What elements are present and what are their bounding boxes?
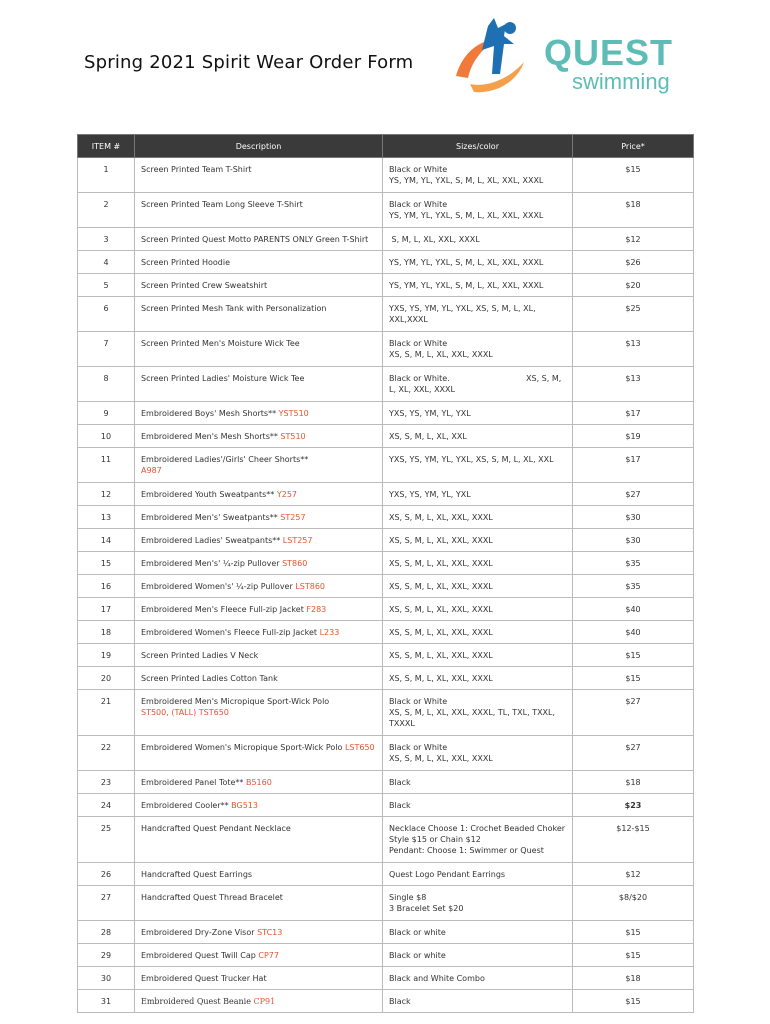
item-sizes: Black or White XS, S, M, L, XL, XXL, XXXL bbox=[383, 332, 573, 367]
item-sizes: Black or white bbox=[383, 944, 573, 967]
item-price: $12-$15 bbox=[573, 817, 694, 863]
item-price: $13 bbox=[573, 367, 694, 402]
item-description-cell bbox=[135, 425, 383, 448]
item-description: Screen Printed Ladies Cotton Tank bbox=[141, 674, 278, 683]
item-price: $27 bbox=[573, 736, 694, 771]
table-row bbox=[78, 529, 694, 552]
item-description: Screen Printed Mesh Tank with Personalization bbox=[141, 304, 327, 313]
item-price: $18 bbox=[573, 967, 694, 990]
item-sizes: XS, S, M, L, XL, XXL, XXXL bbox=[383, 598, 573, 621]
item-description-cell bbox=[135, 771, 383, 794]
item-description: Embroidered Quest Trucker Hat bbox=[141, 974, 267, 983]
item-price: $12 bbox=[573, 228, 694, 251]
item-price: $27 bbox=[573, 483, 694, 506]
item-description-cell bbox=[135, 529, 383, 552]
item-number: 3 bbox=[78, 228, 135, 251]
item-number: 19 bbox=[78, 644, 135, 667]
item-description: Embroidered Cooler** bbox=[141, 801, 232, 810]
header-price: Price* bbox=[573, 135, 694, 158]
item-style-code: LST650 bbox=[344, 743, 375, 752]
item-description: Embroidered Men's Fleece Full-zip Jacket bbox=[141, 605, 307, 614]
item-description: Embroidered Men's Micropique Sport-Wick Polo bbox=[141, 697, 330, 706]
item-description-cell bbox=[135, 575, 383, 598]
table-row bbox=[78, 483, 694, 506]
table-row bbox=[78, 425, 694, 448]
header-item-number: ITEM # bbox=[78, 135, 135, 158]
item-style-code: ST257 bbox=[280, 513, 306, 522]
item-sizes: XS, S, M, L, XL, XXL, XXXL bbox=[383, 506, 573, 529]
table-row bbox=[78, 621, 694, 644]
item-description-cell bbox=[135, 644, 383, 667]
item-number: 22 bbox=[78, 736, 135, 771]
table-row bbox=[78, 771, 694, 794]
item-number: 5 bbox=[78, 274, 135, 297]
table-row bbox=[78, 863, 694, 886]
item-number: 18 bbox=[78, 621, 135, 644]
item-description: Embroidered Men's' ¼-zip Pullover bbox=[141, 559, 283, 568]
item-number: 26 bbox=[78, 863, 135, 886]
item-description-cell bbox=[135, 297, 383, 332]
table-row bbox=[78, 644, 694, 667]
item-sizes: XS, S, M, L, XL, XXL, XXXL bbox=[383, 529, 573, 552]
item-description: Screen Printed Ladies' Moisture Wick Tee bbox=[141, 374, 305, 383]
item-number: 6 bbox=[78, 297, 135, 332]
quest-swimming-logo bbox=[448, 14, 688, 104]
item-price: $15 bbox=[573, 990, 694, 1013]
item-description-cell bbox=[135, 886, 383, 921]
item-number: 4 bbox=[78, 251, 135, 274]
item-number: 29 bbox=[78, 944, 135, 967]
item-number: 27 bbox=[78, 886, 135, 921]
item-description: Embroidered Men's Mesh Shorts** bbox=[141, 432, 281, 441]
item-style-code: L233 bbox=[319, 628, 340, 637]
logo-quest-text: QUEST bbox=[544, 32, 674, 73]
item-sizes: Necklace Choose 1: Crochet Beaded Choker Style $15 or Chain $12 Pendant: Choose 1: Swimmer or Quest bbox=[383, 817, 573, 863]
item-description-cell bbox=[135, 598, 383, 621]
item-description: Handcrafted Quest Thread Bracelet bbox=[141, 893, 283, 902]
item-price: $35 bbox=[573, 575, 694, 598]
item-description: Embroidered Youth Sweatpants** bbox=[141, 490, 277, 499]
item-description-cell bbox=[135, 944, 383, 967]
item-style-code: STC13 bbox=[257, 928, 283, 937]
item-description: Screen Printed Team T-Shirt bbox=[141, 165, 252, 174]
table-row bbox=[78, 506, 694, 529]
item-number: 20 bbox=[78, 667, 135, 690]
item-sizes: XS, S, M, L, XL, XXL bbox=[383, 425, 573, 448]
item-description: Screen Printed Team Long Sleeve T-Shirt bbox=[141, 200, 303, 209]
logo-swimming-text: swimming bbox=[572, 69, 670, 94]
item-number: 1 bbox=[78, 158, 135, 193]
table-row bbox=[78, 921, 694, 944]
item-style-code: ST860 bbox=[282, 559, 308, 568]
item-description: Embroidered Ladies'/Girls' Cheer Shorts** bbox=[141, 455, 309, 464]
item-description-cell bbox=[135, 274, 383, 297]
item-sizes: Black or White. XS, S, M, L, XL, XXL, XXXL bbox=[383, 367, 573, 402]
table-header-row bbox=[78, 135, 694, 158]
item-price: $19 bbox=[573, 425, 694, 448]
item-description-cell bbox=[135, 967, 383, 990]
item-description-cell bbox=[135, 228, 383, 251]
item-sizes: YXS, YS, YM, YL, YXL, XS, S, M, L, XL, XXL,XXXL bbox=[383, 297, 573, 332]
item-style-code: ST500, (TALL) TST650 bbox=[141, 708, 229, 717]
item-sizes: Quest Logo Pendant Earrings bbox=[383, 863, 573, 886]
item-description: Handcrafted Quest Earrings bbox=[141, 870, 253, 879]
item-price: $15 bbox=[573, 644, 694, 667]
item-description-cell bbox=[135, 402, 383, 425]
table-row bbox=[78, 193, 694, 228]
item-number: 28 bbox=[78, 921, 135, 944]
item-description-cell bbox=[135, 667, 383, 690]
table-row bbox=[78, 332, 694, 367]
item-description: Screen Printed Hoodie bbox=[141, 258, 231, 267]
item-number: 23 bbox=[78, 771, 135, 794]
item-price: $40 bbox=[573, 598, 694, 621]
table-row bbox=[78, 944, 694, 967]
item-price: $15 bbox=[573, 158, 694, 193]
table-row bbox=[78, 251, 694, 274]
item-style-code: CP77 bbox=[258, 951, 279, 960]
table-row bbox=[78, 794, 694, 817]
item-description-cell bbox=[135, 736, 383, 771]
item-description-cell bbox=[135, 863, 383, 886]
table-row bbox=[78, 967, 694, 990]
item-sizes: Black or White YS, YM, YL, YXL, S, M, L, XL, XXL, XXXL bbox=[383, 158, 573, 193]
table-row bbox=[78, 552, 694, 575]
item-price: $18 bbox=[573, 193, 694, 228]
item-sizes: YS, YM, YL, YXL, S, M, L, XL, XXL, XXXL bbox=[383, 251, 573, 274]
item-description: Embroidered Quest Beanie bbox=[141, 997, 254, 1006]
table-row bbox=[78, 736, 694, 771]
item-number: 2 bbox=[78, 193, 135, 228]
item-description-cell bbox=[135, 251, 383, 274]
item-description-cell bbox=[135, 158, 383, 193]
item-style-code: Y257 bbox=[276, 490, 297, 499]
item-price: $8/$20 bbox=[573, 886, 694, 921]
item-number: 13 bbox=[78, 506, 135, 529]
item-price: $15 bbox=[573, 667, 694, 690]
item-sizes: Black or white bbox=[383, 921, 573, 944]
item-sizes: Single $8 3 Bracelet Set $20 bbox=[383, 886, 573, 921]
table-row bbox=[78, 575, 694, 598]
item-number: 24 bbox=[78, 794, 135, 817]
item-number: 11 bbox=[78, 448, 135, 483]
item-description: Embroidered Men's' Sweatpants** bbox=[141, 513, 281, 522]
order-table bbox=[77, 134, 694, 1013]
page-title: Spring 2021 Spirit Wear Order Form bbox=[84, 52, 414, 73]
table-row bbox=[78, 297, 694, 332]
item-number: 14 bbox=[78, 529, 135, 552]
item-price: $26 bbox=[573, 251, 694, 274]
item-description: Embroidered Panel Tote** bbox=[141, 778, 246, 787]
item-description-cell bbox=[135, 690, 383, 736]
item-number: 8 bbox=[78, 367, 135, 402]
item-description: Embroidered Women's Fleece Full-zip Jacket bbox=[141, 628, 320, 637]
item-sizes: XS, S, M, L, XL, XXL, XXXL bbox=[383, 552, 573, 575]
table-row bbox=[78, 158, 694, 193]
item-price: $15 bbox=[573, 921, 694, 944]
item-price: $25 bbox=[573, 297, 694, 332]
item-style-code: BG513 bbox=[231, 801, 258, 810]
item-description: Embroidered Ladies' Sweatpants** bbox=[141, 536, 283, 545]
swimmer-logo-icon bbox=[448, 14, 548, 104]
table-row bbox=[78, 667, 694, 690]
item-sizes: Black or White XS, S, M, L, XL, XXL, XXXL bbox=[383, 736, 573, 771]
item-style-code: YST510 bbox=[278, 409, 309, 418]
item-sizes: Black or White XS, S, M, L, XL, XXL, XXXL, TL, TXL, TXXL, TXXXL bbox=[383, 690, 573, 736]
table-row bbox=[78, 228, 694, 251]
item-sizes: YXS, YS, YM, YL, YXL bbox=[383, 402, 573, 425]
item-description-cell bbox=[135, 794, 383, 817]
item-price: $27 bbox=[573, 690, 694, 736]
item-sizes: XS, S, M, L, XL, XXL, XXXL bbox=[383, 575, 573, 598]
table-row bbox=[78, 274, 694, 297]
item-sizes: Black or White YS, YM, YL, YXL, S, M, L, XL, XXL, XXXL bbox=[383, 193, 573, 228]
table-row bbox=[78, 990, 694, 1013]
table-row bbox=[78, 598, 694, 621]
item-description: Screen Printed Ladies V Neck bbox=[141, 651, 259, 660]
item-sizes: YS, YM, YL, YXL, S, M, L, XL, XXL, XXXL bbox=[383, 274, 573, 297]
item-number: 25 bbox=[78, 817, 135, 863]
item-description-cell bbox=[135, 921, 383, 944]
item-sizes: YXS, YS, YM, YL, YXL bbox=[383, 483, 573, 506]
item-price: $40 bbox=[573, 621, 694, 644]
item-price: $17 bbox=[573, 402, 694, 425]
table-row bbox=[78, 402, 694, 425]
item-sizes: XS, S, M, L, XL, XXL, XXXL bbox=[383, 621, 573, 644]
item-description: Screen Printed Crew Sweatshirt bbox=[141, 281, 268, 290]
item-number: 15 bbox=[78, 552, 135, 575]
item-price: $12 bbox=[573, 863, 694, 886]
item-sizes: Black and White Combo bbox=[383, 967, 573, 990]
item-number: 17 bbox=[78, 598, 135, 621]
table-row bbox=[78, 367, 694, 402]
item-description: Embroidered Women's' ¼-zip Pullover bbox=[141, 582, 296, 591]
item-style-code: F283 bbox=[306, 605, 327, 614]
item-price: $23 bbox=[573, 794, 694, 817]
item-description: Screen Printed Quest Motto PARENTS ONLY Green T-Shirt bbox=[141, 235, 369, 244]
item-price: $35 bbox=[573, 552, 694, 575]
item-sizes: Black bbox=[383, 771, 573, 794]
item-price: $15 bbox=[573, 944, 694, 967]
item-description-cell bbox=[135, 621, 383, 644]
item-number: 21 bbox=[78, 690, 135, 736]
item-style-code: LST257 bbox=[282, 536, 313, 545]
item-description: Embroidered Dry-Zone Visor bbox=[141, 928, 258, 937]
item-sizes: XS, S, M, L, XL, XXL, XXXL bbox=[383, 644, 573, 667]
header-sizes-color: Sizes/color bbox=[383, 135, 573, 158]
item-description: Embroidered Women's Micropique Sport-Wick Polo bbox=[141, 743, 345, 752]
table-row bbox=[78, 448, 694, 483]
table-row bbox=[78, 817, 694, 863]
item-description-cell bbox=[135, 552, 383, 575]
item-description-cell bbox=[135, 193, 383, 228]
item-style-code: LST860 bbox=[295, 582, 326, 591]
item-sizes: Black bbox=[383, 794, 573, 817]
item-price: $18 bbox=[573, 771, 694, 794]
item-number: 30 bbox=[78, 967, 135, 990]
table-row bbox=[78, 886, 694, 921]
item-price: $17 bbox=[573, 448, 694, 483]
item-number: 10 bbox=[78, 425, 135, 448]
item-description-cell bbox=[135, 448, 383, 483]
item-number: 7 bbox=[78, 332, 135, 367]
item-description-cell bbox=[135, 483, 383, 506]
item-style-code: ST510 bbox=[280, 432, 306, 441]
item-description: Embroidered Quest Twill Cap bbox=[141, 951, 259, 960]
item-number: 16 bbox=[78, 575, 135, 598]
item-description-cell bbox=[135, 817, 383, 863]
item-sizes: YXS, YS, YM, YL, YXL, XS, S, M, L, XL, XXL bbox=[383, 448, 573, 483]
item-style-code: CP91 bbox=[253, 997, 276, 1006]
item-description-cell bbox=[135, 506, 383, 529]
item-sizes: XS, S, M, L, XL, XXL, XXXL bbox=[383, 667, 573, 690]
header-description: Description bbox=[135, 135, 383, 158]
item-sizes: S, M, L, XL, XXL, XXXL bbox=[383, 228, 573, 251]
item-number: 9 bbox=[78, 402, 135, 425]
item-price: $30 bbox=[573, 506, 694, 529]
table-row bbox=[78, 690, 694, 736]
item-description: Embroidered Boys' Mesh Shorts** bbox=[141, 409, 279, 418]
item-style-code: A987 bbox=[141, 466, 162, 475]
item-description-cell bbox=[135, 990, 383, 1013]
item-number: 12 bbox=[78, 483, 135, 506]
item-description: Screen Printed Men's Moisture Wick Tee bbox=[141, 339, 300, 348]
item-number: 31 bbox=[78, 990, 135, 1013]
item-price: $30 bbox=[573, 529, 694, 552]
item-price: $20 bbox=[573, 274, 694, 297]
item-style-code: B5160 bbox=[245, 778, 272, 787]
item-description: Handcrafted Quest Pendant Necklace bbox=[141, 824, 291, 833]
item-sizes: Black bbox=[383, 990, 573, 1013]
item-price: $13 bbox=[573, 332, 694, 367]
item-description-cell bbox=[135, 332, 383, 367]
item-description-cell bbox=[135, 367, 383, 402]
